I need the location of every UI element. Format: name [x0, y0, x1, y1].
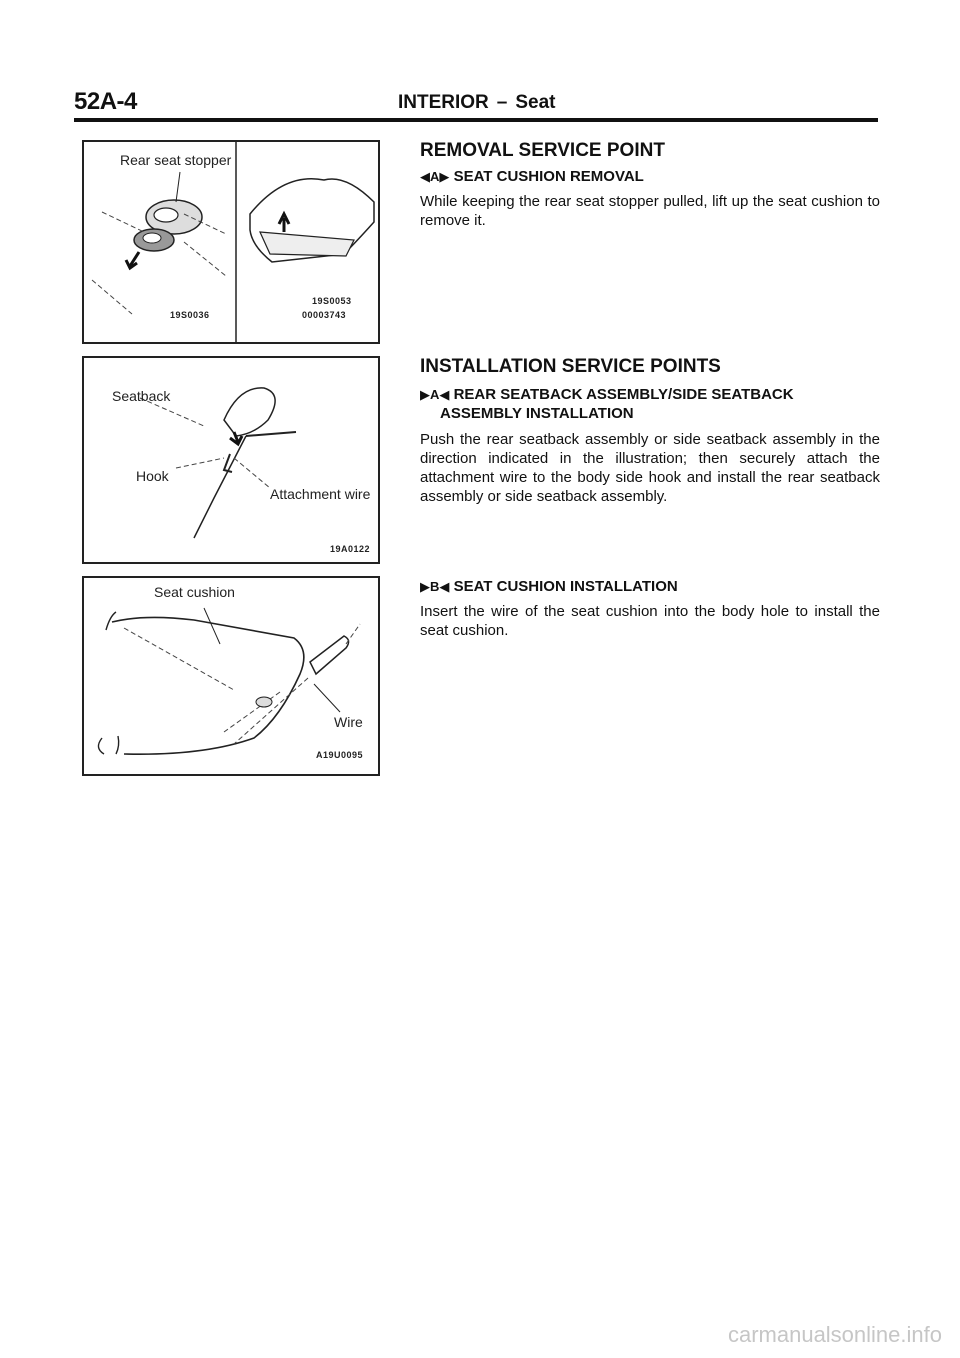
figure-rear-seat-stopper [82, 140, 380, 344]
figure-code-right-2: 00003743 [302, 310, 347, 320]
label-attachment-wire: Attachment wire [270, 486, 371, 502]
figure-seat-cushion-wire [82, 576, 380, 776]
installation-item-a-title-1: REAR SEATBACK ASSEMBLY/SIDE SEATBACK [453, 386, 794, 403]
figure-code-left: 19S0036 [170, 310, 210, 320]
label-rear-seat-stopper: Rear seat stopper [120, 152, 232, 168]
watermark: carmanualsonline.info [727, 1322, 942, 1347]
figure-code: A19U0095 [316, 750, 364, 760]
installation-item-b-title: SEAT CUSHION INSTALLATION [453, 578, 678, 595]
removal-item-title: SEAT CUSHION REMOVAL [453, 168, 644, 185]
installation-section-title: INSTALLATION SERVICE POINTS [420, 356, 721, 377]
installation-item-b-heading [420, 578, 678, 595]
figure-code: 19A0122 [330, 544, 371, 554]
label-hook: Hook [136, 468, 169, 484]
figure-code-right-1: 19S0053 [312, 296, 352, 306]
installation-item-a-heading [420, 386, 794, 403]
label-seat-cushion: Seat cushion [154, 584, 235, 600]
symbol-a-removal: ◀A▶ [420, 169, 450, 184]
installation-item-a-body: Push the rear seatback assembly or side seatback assembly in the direction indicated in the illustration; then securely attach the attachment wire to the body side hook and install the rear seatback assembly or side seatback assembly. [420, 431, 880, 505]
removal-body-text: While keeping the rear seat stopper pulled, lift up the seat cushion to remove it. [420, 193, 880, 229]
installation-item-b-body: Insert the wire of the seat cushion into the body hole to install the seat cushion. [420, 603, 880, 639]
figure-seatback-attachment [82, 356, 380, 564]
page-title [398, 92, 556, 114]
page-number: 52A-4 [74, 88, 137, 115]
title-sub: Seat [515, 92, 556, 113]
symbol-b-install: ▶B◀ [420, 579, 450, 594]
label-seatback: Seatback [112, 388, 171, 404]
symbol-a-install: ▶A◀ [420, 387, 450, 402]
removal-item-heading [420, 168, 644, 185]
installation-item-a-title-2: ASSEMBLY INSTALLATION [440, 405, 634, 422]
title-main: INTERIOR [398, 92, 489, 113]
removal-section-title: REMOVAL SERVICE POINT [420, 140, 665, 161]
title-separator: – [496, 92, 508, 113]
header-rule [74, 118, 878, 122]
figure-3-illustration [84, 578, 378, 774]
label-wire: Wire [334, 714, 363, 730]
